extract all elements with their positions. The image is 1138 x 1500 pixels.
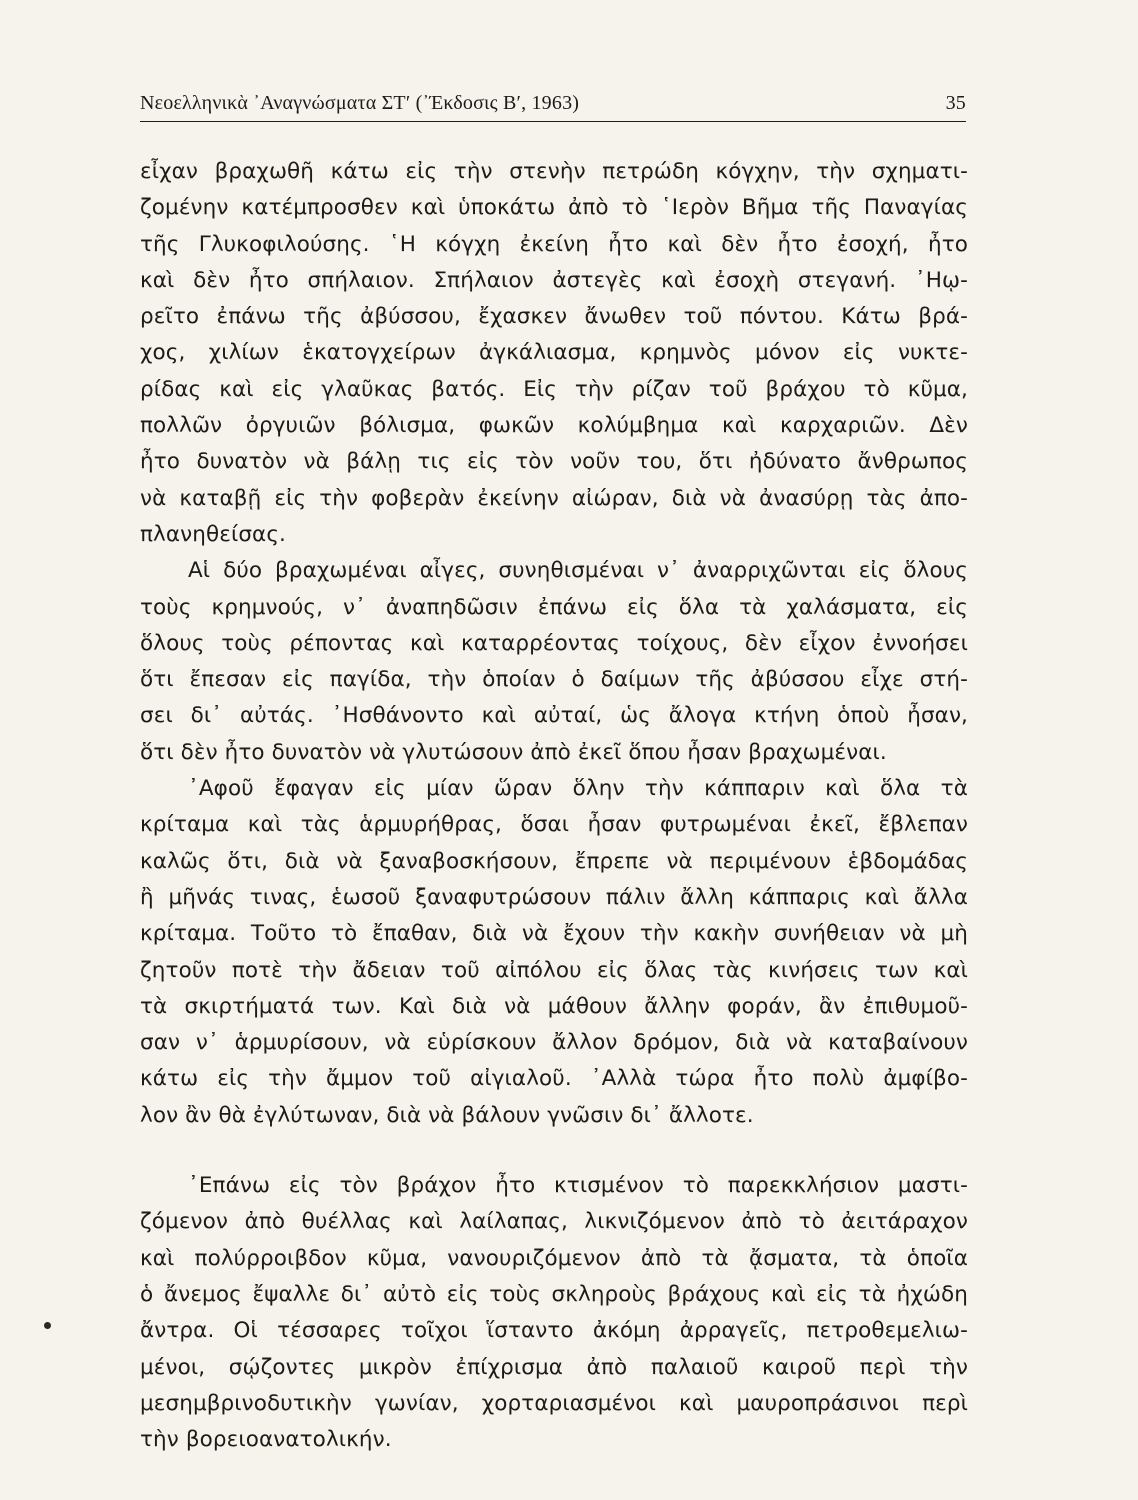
paragraph bbox=[140, 1168, 968, 1458]
text-line: ρίδας καὶ εἰς γλαῦκας βατός. Εἰς τὴν ρίζαν τοῦ βράχου τὸ κῦμα, bbox=[140, 376, 968, 402]
paragraph bbox=[140, 771, 968, 1134]
margin-dot bbox=[44, 1322, 51, 1329]
text-line: μένοι, σῴζοντες μικρὸν ἐπίχρισμα ἀπὸ παλαιοῦ καιροῦ περὶ τὴν bbox=[140, 1354, 968, 1380]
text-line: χος, χιλίων ἑκατογχείρων ἀγκάλιασμα, κρημνὸς μόνον εἰς νυκτε- bbox=[140, 340, 968, 366]
body-text bbox=[140, 154, 968, 1458]
text-line: σαν ν᾿ ἁρμυρίσουν, νὰ εὑρίσκουν ἄλλον δρόμον, διὰ νὰ καταβαίνουν bbox=[140, 1030, 968, 1056]
text-line: Αἱ δύο βραχωμέναι αἶγες, συνηθισμέναι ν᾿ ἀναρριχῶνται εἰς ὅλους bbox=[188, 558, 968, 584]
running-head bbox=[140, 88, 966, 118]
running-head-title: Νεοελληνικὰ ᾿Αναγνώσματα ΣΤ′ (᾿Έκδοσις Β′, 1963) bbox=[140, 92, 580, 114]
section-break bbox=[140, 1134, 968, 1168]
text-line: σει δι᾿ αὐτάς. ᾿Ησθάνοντο καὶ αὐταί, ὡς ἄλογα κτήνη ὁποὺ ἦσαν, bbox=[140, 703, 968, 729]
text-line: λον ἂν θὰ ἐγλύτωναν, διὰ νὰ βάλουν γνῶσιν δι᾿ ἄλλοτε. bbox=[140, 1102, 754, 1128]
text-line: ζόμενον ἀπὸ θυέλλας καὶ λαίλαπας, λικνιζόμενον ἀπὸ τὸ ἀειτάραχον bbox=[140, 1209, 968, 1235]
text-line: ᾿Αφοῦ ἔφαγαν εἰς μίαν ὥραν ὅλην τὴν κάππαριν καὶ ὅλα τὰ bbox=[188, 776, 968, 802]
text-line: καὶ πολύρροιβδον κῦμα, νανουριζόμενον ἀπὸ τὰ ᾄσματα, τὰ ὁποῖα bbox=[140, 1245, 968, 1271]
paragraph bbox=[140, 553, 968, 771]
text-line: κάτω εἰς τὴν ἄμμον τοῦ αἰγιαλοῦ. ᾿Αλλὰ τώρα ἦτο πολὺ ἀμφίβο- bbox=[140, 1066, 968, 1092]
text-line: καλῶς ὅτι, διὰ νὰ ξαναβοσκήσουν, ἔπρεπε νὰ περιμένουν ἑβδομάδας bbox=[140, 848, 968, 874]
text-line: ζομένην κατέμπροσθεν καὶ ὑποκάτω ἀπὸ τὸ ῾Ιερὸν Βῆμα τῆς Παναγίας bbox=[140, 195, 968, 221]
text-line: ἢ μῆνάς τινας, ἑωσοῦ ξαναφυτρώσουν πάλιν ἄλλη κάππαρις καὶ ἄλλα bbox=[140, 884, 968, 910]
text-line: πλανηθείσας. bbox=[140, 521, 286, 547]
text-line: ὅλους τοὺς ρέποντας καὶ καταρρέοντας τοίχους, δὲν εἶχον ἐννοήσει bbox=[140, 630, 968, 656]
text-line: ἦτο δυνατὸν νὰ βάλῃ τις εἰς τὸν νοῦν του, ὅτι ἠδύνατο ἄνθρωπος bbox=[140, 449, 968, 475]
text-line: ζητοῦν ποτὲ τὴν ἄδειαν τοῦ αἰπόλου εἰς ὅλας τὰς κινήσεις των καὶ bbox=[140, 957, 968, 983]
text-line: ὅτι δὲν ἦτο δυνατὸν νὰ γλυτώσουν ἀπὸ ἐκεῖ ὅπου ἦσαν βραχωμέναι. bbox=[140, 739, 887, 765]
text-line: ρεῖτο ἐπάνω τῆς ἀβύσσου, ἔχασκεν ἄνωθεν τοῦ πόντου. Κάτω βρά- bbox=[140, 304, 968, 330]
text-line: τοὺς κρημνούς, ν᾿ ἀναπηδῶσιν ἐπάνω εἰς ὅλα τὰ χαλάσματα, εἰς bbox=[140, 594, 968, 620]
text-line: τῆς Γλυκοφιλούσης. ῾Η κόγχη ἐκείνη ἦτο καὶ δὲν ἦτο ἐσοχή, ἦτο bbox=[140, 231, 968, 257]
text-line: ἄντρα. Οἱ τέσσαρες τοῖχοι ἵσταντο ἀκόμη ἀρραγεῖς, πετροθεμελιω- bbox=[140, 1318, 968, 1344]
text-line: νὰ καταβῇ εἰς τὴν φοβερὰν ἐκείνην αἰώραν, διὰ νὰ ἀνασύρῃ τὰς ἀπο- bbox=[140, 485, 968, 511]
text-line: μεσημβρινοδυτικὴν γωνίαν, χορταριασμένοι καὶ μαυροπράσινοι περὶ bbox=[140, 1390, 968, 1416]
header-rule bbox=[140, 121, 966, 122]
text-line: ᾿Επάνω εἰς τὸν βράχον ἦτο κτισμένον τὸ παρεκκλήσιον μαστι- bbox=[188, 1173, 968, 1199]
text-line: εἶχαν βραχωθῆ κάτω εἰς τὴν στενὴν πετρώδη κόγχην, τὴν σχηματι- bbox=[140, 159, 968, 184]
text-line: τὰ σκιρτήματά των. Καὶ διὰ νὰ μάθουν ἄλλην φοράν, ἂν ἐπιθυμοῦ- bbox=[140, 993, 968, 1019]
text-line: ὁ ἄνεμος ἔψαλλε δι᾿ αὐτὸ εἰς τοὺς σκληροὺς βράχους καὶ εἰς τὰ ἠχώδη bbox=[140, 1281, 968, 1307]
text-line: καὶ δὲν ἦτο σπήλαιον. Σπήλαιον ἀστεγὲς καὶ ἐσοχὴ στεγανή. ᾿Ηῳ- bbox=[140, 267, 968, 293]
text-line: πολλῶν ὀργυιῶν βόλισμα, φωκῶν κολύμβημα καὶ καρχαριῶν. Δὲν bbox=[140, 413, 968, 439]
text-line: τὴν βορειοανατολικήν. bbox=[140, 1427, 392, 1453]
page-number: 35 bbox=[945, 92, 966, 114]
text-line: ὅτι ἔπεσαν εἰς παγίδα, τὴν ὁποίαν ὁ δαίμων τῆς ἀβύσσου εἶχε στή- bbox=[140, 667, 968, 693]
text-line: κρίταμα καὶ τὰς ἁρμυρήθρας, ὅσαι ἦσαν φυτρωμέναι ἐκεῖ, ἔβλεπαν bbox=[140, 812, 968, 838]
text-line: κρίταμα. Τοῦτο τὸ ἔπαθαν, διὰ νὰ ἔχουν τὴν κακὴν συνήθειαν νὰ μὴ bbox=[140, 921, 968, 947]
paragraph bbox=[140, 154, 968, 553]
